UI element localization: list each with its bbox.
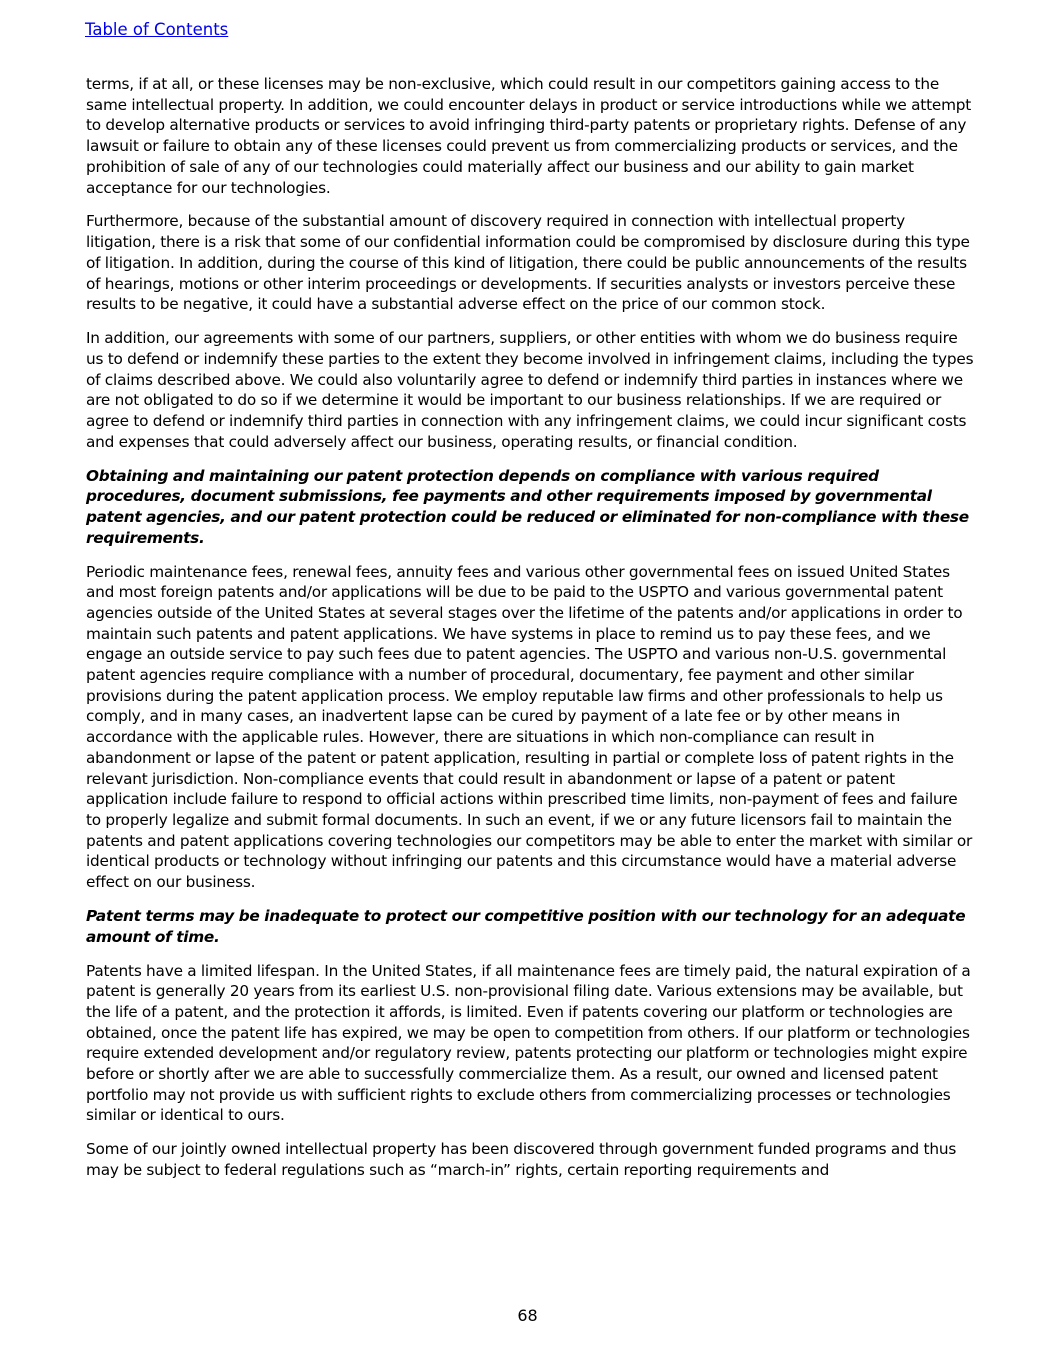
- paragraph-license-terms: terms, if at all, or these licenses may be non-exclusive, which could result in our competitors gaining access to the same intellectual property. In addition, we could encounter delays in product or service introductions while we attempt to develop alternative products or services to avoid infringing third-party patents or proprietary rights. Defense of any lawsuit or failure to obtain any of these licenses could prevent us from commercializing products or services, and the prohibition of sale of any of our technologies could materially affect our business and our ability to gain market acceptance for our technologies.: [86, 75, 972, 197]
- heading-patent-compliance: Obtaining and maintaining our patent protection depends on compliance with various required procedures, document submissions, fee payments and other requirements imposed by governmental patent agencies, and our patent protection could be reduced or eliminated for non-compliance with these requirements.: [86, 466, 969, 547]
- paragraph-indemnification: In addition, our agreements with some of our partners, suppliers, or other entities with whom we do business require us to defend or indemnify these parties to the extent they become involved in infringement claims, including the types of claims described above. We could also voluntarily agree to defend or indemnify third parties in instances where we are not obligated to do so if we determine it would be important to our business relationships. If we are required or agree to defend or indemnify third parties in connection with any infringement claims, we could incur significant costs and expenses that could adversely affect our business, operating results, or financial condition.: [86, 329, 974, 451]
- document-body: [86, 74, 976, 1194]
- heading-patent-terms: Patent terms may be inadequate to protect our competitive position with our technology for an adequate amount of time.: [86, 906, 966, 946]
- page-number: 68: [517, 1306, 538, 1325]
- paragraph-maintenance-fees: Periodic maintenance fees, renewal fees, annuity fees and various other governmental fees on issued United States and most foreign patents and/or applications will be due to be paid to the USPTO and various governmental patent agencies outside of the United States at several stages over the lifetime of the patents and/or applications in order to maintain such patents and patent applications. We have systems in place to remind us to pay these fees, and we engage an outside service to pay such fees due to patent agencies. The USPTO and various non-U.S. governmental patent agencies require compliance with a number of procedural, documentary, fee payment and other similar provisions during the patent application process. We employ reputable law firms and other professionals to help us comply, and in many cases, an inadvertent lapse can be cured by payment of a late fee or by other means in accordance with the applicable rules. However, there are situations in which non-compliance can result in abandonment or lapse of the patent or patent application, resulting in partial or complete loss of patent rights in the relevant jurisdiction. Non-compliance events that could result in abandonment or lapse of a patent or patent application include failure to respond to official actions within prescribed time limits, non-payment of fees and failure to properly legalize and submit formal documents. In such an event, if we or any future licensors fail to maintain the patents and patent applications covering technologies our competitors may be able to enter the market with similar or identical products or technology without infringing our patents and this circumstance would have a material adverse effect on our business.: [86, 562, 973, 892]
- paragraph-patent-lifespan: Patents have a limited lifespan. In the United States, if all maintenance fees are timely paid, the natural expiration of a patent is generally 20 years from its earliest U.S. non-provisional filing date. Various extensions may be available, but the life of a patent, and the protection it affords, is limited. Even if patents covering our platform or technologies are obtained, once the patent life has expired, we may be open to competition from others. If our platform or technologies require extended development and/or regulatory review, patents protecting our platform or technologies might expire before or shortly after we are able to successfully commercialize them. As a result, our owned and licensed patent portfolio may not provide us with sufficient rights to exclude others from commercializing processes or technologies similar or identical to ours.: [86, 961, 971, 1125]
- paragraph-government-funded: Some of our jointly owned intellectual property has been discovered through government funded programs and thus may be subject to federal regulations such as “march-in” rights, certain reporting requirements and: [86, 1140, 957, 1180]
- table-of-contents-link[interactable]: Table of Contents: [85, 20, 229, 39]
- paragraph-discovery-risk: Furthermore, because of the substantial amount of discovery required in connection with intellectual property litigation, there is a risk that some of our confidential information could be compromised by disclosure during this type of litigation. In addition, during the course of this kind of litigation, there could be public announcements of the results of hearings, motions or other interim proceedings or developments. If securities analysts or investors perceive these results to be negative, it could have a substantial adverse effect on the price of our common stock.: [86, 212, 970, 314]
